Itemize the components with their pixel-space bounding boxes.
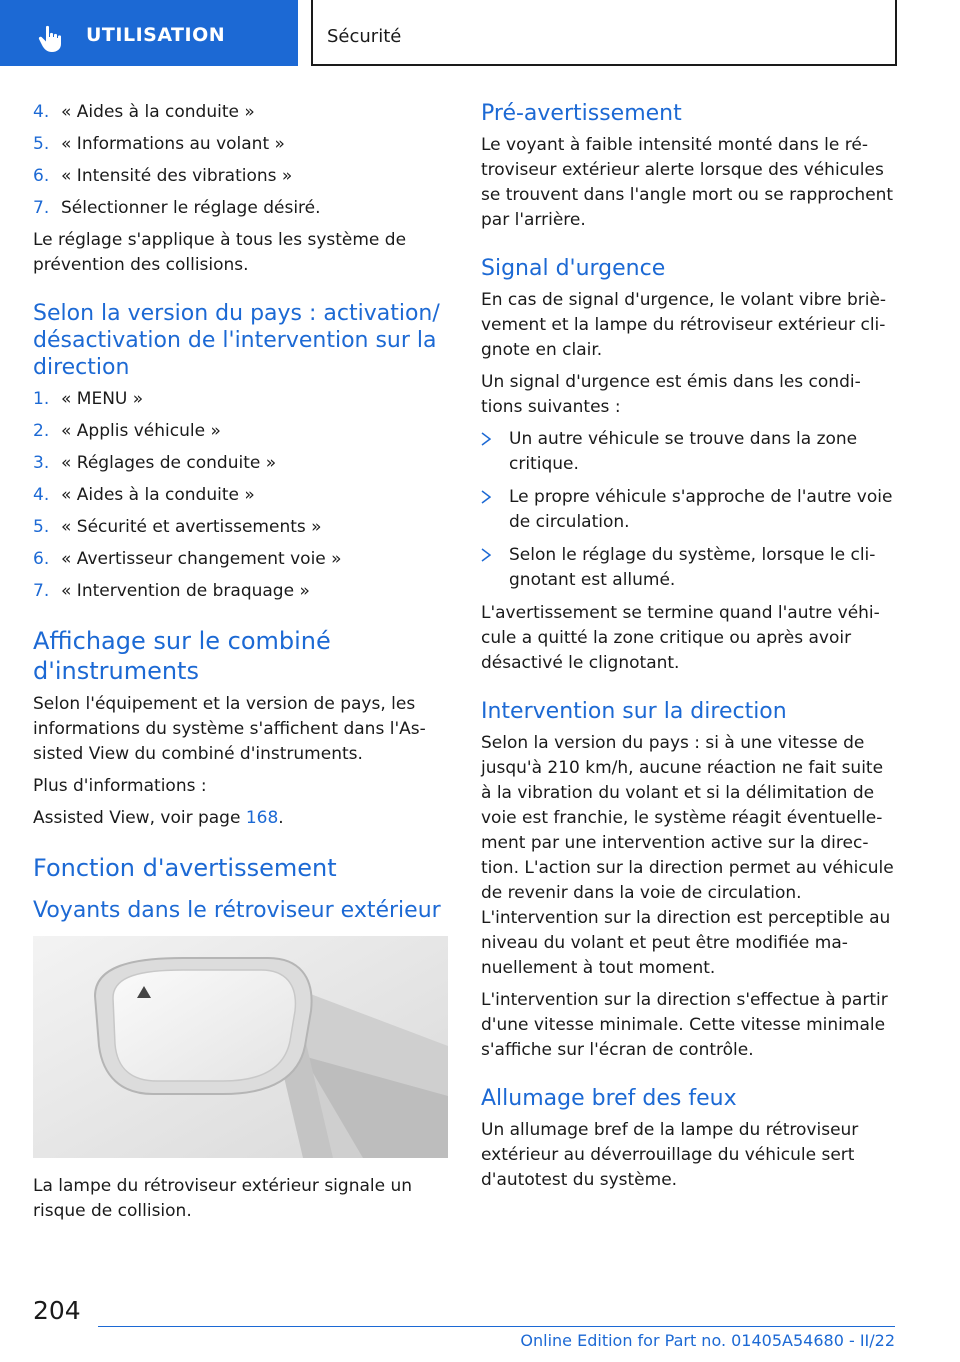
paragraph: Le réglage s'applique à tous les système de prévention des collisions.: [33, 230, 407, 275]
section-header: [311, 0, 897, 66]
heading-intervention: Intervention sur la direction: [481, 699, 787, 724]
heading-affichage: Affichage sur le combiné d'instruments: [33, 627, 331, 685]
list-item: Selon le réglage du système, lorsque le clignotant est allumé.: [481, 543, 895, 593]
list-item: 5. « Sécurité et avertissements »: [33, 517, 322, 537]
paragraph: L'avertissement se termine quand l'autre véhicule a quitté la zone critique ou après avoir désactivé le clignotant.: [481, 603, 880, 673]
paragraph: Selon la version du pays : si à une vitesse de jusqu'à 210 km/h, aucune réaction ne fait suite à la vibration du volant et si la délimitation de voie est franchie, le système réagit éventuellement par une intervention active sur la direction. L'action sur la direction permet au véhicule de revenir dans la voie de circulation. L'intervention sur la direction est perceptible au niveau du volant et peut être modifiée manuellement à tout moment.: [481, 733, 894, 978]
triangle-bullet-icon: [481, 548, 491, 562]
list-item: 6. « Intensité des vibrations »: [33, 166, 293, 186]
hand-pointer-icon: [36, 24, 66, 54]
heading-activation: Selon la version du pays : activation/ désactivation de l'intervention sur la direction: [33, 301, 440, 380]
list-item: 7. Sélectionner le réglage désiré.: [33, 198, 321, 218]
heading-pre-avertissement: Pré-avertissement: [481, 101, 682, 126]
paragraph-reference: Assisted View, voir page 168.: [33, 808, 284, 828]
paragraph: Selon l'équipement et la version de pays, les informations du système s'affichent dans l'Assisted View du combiné d'instruments.: [33, 694, 426, 764]
list-item: 1. « MENU »: [33, 389, 144, 409]
list-item: 4. « Aides à la conduite »: [33, 485, 255, 505]
list-item: 7. « Intervention de braquage »: [33, 581, 310, 601]
chapter-title: UTILISATION: [86, 24, 226, 46]
list-item: 6. « Avertisseur changement voie »: [33, 549, 342, 569]
paragraph: La lampe du rétroviseur extérieur signale un risque de collision.: [33, 1176, 413, 1221]
list-item: 4. « Aides à la conduite »: [33, 102, 255, 122]
settings-steps-list-2: [33, 387, 448, 604]
list-item: 3. « Réglages de conduite »: [33, 453, 277, 473]
paragraph: Le voyant à faible intensité monté dans le rétroviseur extérieur alerte lorsque des véhicules se trouvent dans l'angle mort ou se rapprochent par l'arrière.: [481, 135, 894, 230]
mirror-illustration: [33, 936, 448, 1158]
paragraph: Plus d'informations :: [33, 776, 207, 796]
right-column: [481, 100, 895, 1200]
list-item: 5. « Informations au volant »: [33, 134, 285, 154]
list-item: Le propre véhicule s'approche de l'autre voie de circulation.: [481, 485, 895, 535]
footer-divider: [98, 1326, 895, 1327]
paragraph: Un signal d'urgence est émis dans les conditions suivantes :: [481, 372, 861, 417]
edition-note: Online Edition for Part no. 01405A54680 - II/22: [520, 1331, 895, 1350]
section-title: Sécurité: [327, 26, 402, 47]
triangle-bullet-icon: [481, 490, 491, 504]
triangle-bullet-icon: [481, 432, 491, 446]
conditions-list: [481, 427, 895, 593]
list-item: Un autre véhicule se trouve dans la zone critique.: [481, 427, 895, 477]
heading-voyants: Voyants dans le rétroviseur extérieur: [33, 898, 441, 923]
heading-signal-urgence: Signal d'urgence: [481, 256, 666, 281]
chapter-tab[interactable]: [0, 0, 298, 66]
page-number: 204: [33, 1296, 81, 1325]
left-column: [33, 100, 448, 1231]
paragraph: En cas de signal d'urgence, le volant vibre brièvement et la lampe du rétroviseur extérieur clignote en clair.: [481, 290, 887, 360]
heading-allumage: Allumage bref des feux: [481, 1086, 737, 1111]
heading-fonction: Fonction d'avertissement: [33, 854, 337, 882]
settings-steps-list-1: [33, 100, 448, 221]
paragraph: Un allumage bref de la lampe du rétroviseur extérieur au déverrouillage du véhicule sert d'autotest du système.: [481, 1120, 859, 1190]
paragraph: L'intervention sur la direction s'effectue à partir d'une vitesse minimale. Cette vitesse minimale s'affiche sur l'écran de contrôle.: [481, 990, 888, 1060]
list-item: 2. « Applis véhicule »: [33, 421, 221, 441]
page-link[interactable]: 168: [245, 808, 279, 828]
